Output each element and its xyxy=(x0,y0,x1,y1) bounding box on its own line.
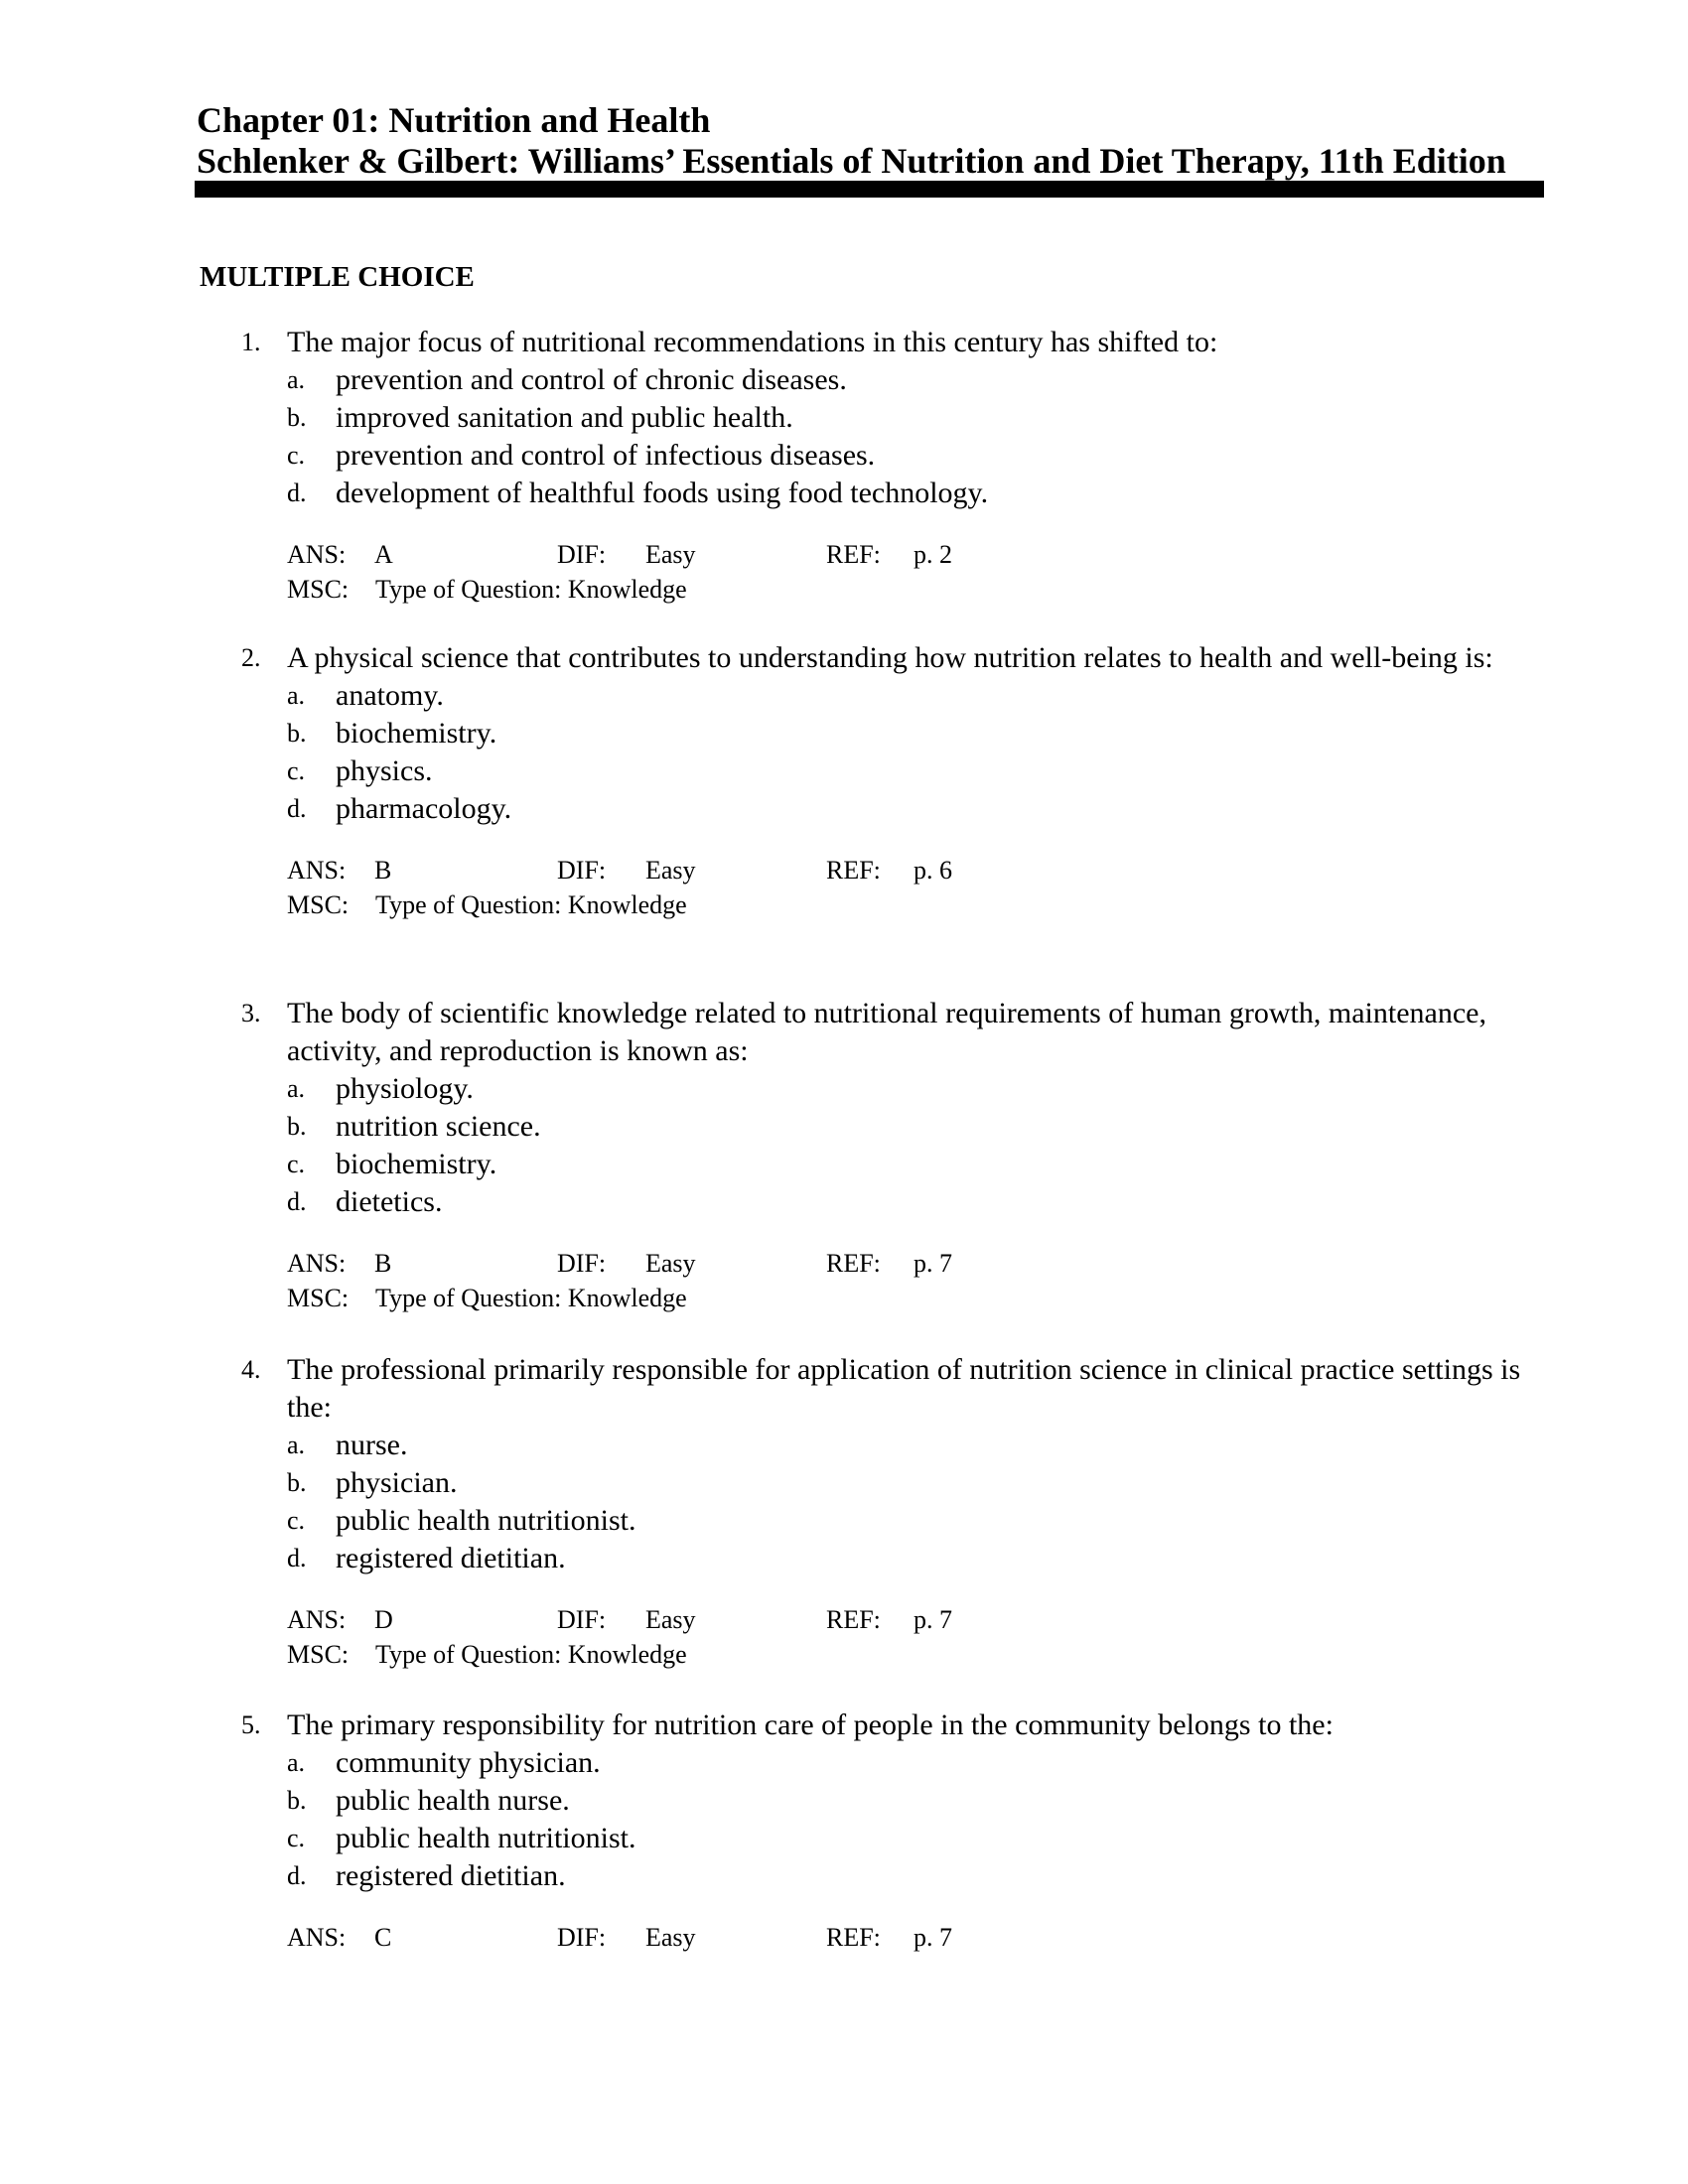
option-text: public health nurse. xyxy=(336,1784,570,1817)
answer-option-d xyxy=(287,1183,1688,1221)
answer-option-c xyxy=(287,1820,1688,1857)
question-number: 5. xyxy=(241,1710,261,1739)
dif-value: Easy xyxy=(645,1605,696,1634)
answer-option-c xyxy=(287,437,1688,475)
ans-value: B xyxy=(374,1249,392,1278)
option-text: development of healthful foods using food technology. xyxy=(336,477,989,509)
option-letter: a. xyxy=(287,1431,306,1459)
question-meta xyxy=(287,1920,1688,1955)
ref-value: p. 6 xyxy=(914,856,952,885)
msc-value: Type of Question: Knowledge xyxy=(375,1284,687,1312)
ans-value: B xyxy=(374,856,392,885)
option-text: physician. xyxy=(336,1466,458,1499)
option-text: registered dietitian. xyxy=(336,1859,566,1892)
option-text: nurse. xyxy=(336,1429,408,1461)
question-stem xyxy=(241,1351,1538,1427)
question-4 xyxy=(0,1351,1688,1672)
answer-options xyxy=(0,1427,1688,1577)
ref-value: p. 2 xyxy=(914,540,952,569)
answer-option-d xyxy=(287,1540,1688,1577)
dif-label: DIF: xyxy=(557,1249,607,1278)
answer-option-b xyxy=(287,715,1688,752)
question-meta xyxy=(287,1602,1688,1672)
option-letter: d. xyxy=(287,1187,307,1216)
dif-value: Easy xyxy=(645,540,696,569)
meta-row-answer xyxy=(287,853,1688,887)
option-text: public health nutritionist. xyxy=(336,1504,636,1537)
ans-value: C xyxy=(374,1923,392,1952)
question-3 xyxy=(0,995,1688,1315)
option-letter: d. xyxy=(287,1544,307,1572)
question-stem xyxy=(241,995,1538,1070)
answer-option-a xyxy=(287,677,1688,715)
question-text: The professional primarily responsible for application of nutrition science in clinical practice settings is the: xyxy=(287,1353,1521,1424)
dif-value: Easy xyxy=(645,1923,696,1952)
answer-option-b xyxy=(287,1782,1688,1820)
ref-label: REF: xyxy=(826,1249,881,1278)
question-stem xyxy=(241,1706,1538,1744)
msc-label: MSC: xyxy=(287,890,350,919)
answer-option-a xyxy=(287,1744,1688,1782)
option-letter: d. xyxy=(287,478,307,507)
option-letter: a. xyxy=(287,365,306,394)
option-text: registered dietitian. xyxy=(336,1542,566,1574)
dif-value: Easy xyxy=(645,856,696,885)
ref-label: REF: xyxy=(826,540,881,569)
ans-label: ANS: xyxy=(287,856,347,885)
question-stem xyxy=(241,324,1538,361)
option-text: dietetics. xyxy=(336,1185,443,1218)
question-5 xyxy=(0,1706,1688,1955)
ans-label: ANS: xyxy=(287,1249,347,1278)
answer-option-c xyxy=(287,1146,1688,1183)
meta-row-answer xyxy=(287,537,1688,572)
answer-option-c xyxy=(287,752,1688,790)
option-text: pharmacology. xyxy=(336,792,512,825)
option-text: public health nutritionist. xyxy=(336,1822,636,1854)
answer-option-c xyxy=(287,1502,1688,1540)
dif-label: DIF: xyxy=(557,856,607,885)
option-letter: b. xyxy=(287,1112,307,1141)
ans-value: D xyxy=(374,1605,393,1634)
answer-option-b xyxy=(287,399,1688,437)
option-letter: a. xyxy=(287,681,306,710)
option-letter: a. xyxy=(287,1748,306,1777)
option-text: biochemistry. xyxy=(336,1148,497,1180)
answer-options xyxy=(0,677,1688,828)
msc-value: Type of Question: Knowledge xyxy=(375,575,687,604)
ans-label: ANS: xyxy=(287,1605,347,1634)
option-text: anatomy. xyxy=(336,679,444,712)
ref-value: p. 7 xyxy=(914,1923,952,1952)
answer-options xyxy=(0,361,1688,512)
answer-option-d xyxy=(287,1857,1688,1895)
ref-label: REF: xyxy=(826,1605,881,1634)
msc-value: Type of Question: Knowledge xyxy=(375,1640,687,1669)
question-meta xyxy=(287,537,1688,607)
option-letter: c. xyxy=(287,1506,306,1535)
ans-value: A xyxy=(374,540,393,569)
ref-value: p. 7 xyxy=(914,1605,952,1634)
option-letter: a. xyxy=(287,1074,306,1103)
ref-label: REF: xyxy=(826,1923,881,1952)
option-text: nutrition science. xyxy=(336,1110,541,1143)
answer-option-a xyxy=(287,361,1688,399)
question-text: The major focus of nutritional recommendations in this century has shifted to: xyxy=(287,326,1218,358)
option-text: physics. xyxy=(336,754,433,787)
ref-label: REF: xyxy=(826,856,881,885)
question-stem xyxy=(241,639,1538,677)
meta-row-answer xyxy=(287,1246,1688,1281)
option-letter: d. xyxy=(287,794,307,823)
question-number: 1. xyxy=(241,328,261,356)
question-1 xyxy=(0,324,1688,607)
book-title: Schlenker & Gilbert: Williams’ Essentials of Nutrition and Diet Therapy, 11th Edition xyxy=(197,141,1506,181)
option-text: prevention and control of infectious diseases. xyxy=(336,439,876,472)
question-meta xyxy=(287,1246,1688,1315)
ref-value: p. 7 xyxy=(914,1249,952,1278)
dif-value: Easy xyxy=(645,1249,696,1278)
chapter-title: Chapter 01: Nutrition and Health xyxy=(197,100,711,140)
question-number: 4. xyxy=(241,1355,261,1384)
answer-option-d xyxy=(287,790,1688,828)
question-text: A physical science that contributes to understanding how nutrition relates to health and well-being is: xyxy=(287,641,1493,674)
question-text: The body of scientific knowledge related to nutritional requirements of human growth, maintenance, activity, and reproduction is known as: xyxy=(287,997,1486,1067)
dif-label: DIF: xyxy=(557,1605,607,1634)
option-letter: b. xyxy=(287,719,307,748)
meta-row-answer xyxy=(287,1920,1688,1955)
ans-label: ANS: xyxy=(287,540,347,569)
option-letter: c. xyxy=(287,441,306,470)
dif-label: DIF: xyxy=(557,540,607,569)
option-text: biochemistry. xyxy=(336,717,497,750)
header-rule-divider xyxy=(195,181,1544,198)
option-text: prevention and control of chronic diseases. xyxy=(336,363,847,396)
option-letter: d. xyxy=(287,1861,307,1890)
answer-option-d xyxy=(287,475,1688,512)
answer-option-a xyxy=(287,1070,1688,1108)
option-letter: b. xyxy=(287,403,307,432)
meta-row-msc xyxy=(287,572,1688,607)
answer-options xyxy=(0,1070,1688,1221)
meta-row-msc xyxy=(287,887,1688,922)
option-text: physiology. xyxy=(336,1072,474,1105)
option-letter: b. xyxy=(287,1468,307,1497)
option-letter: c. xyxy=(287,1824,306,1852)
msc-label: MSC: xyxy=(287,1640,350,1669)
option-text: community physician. xyxy=(336,1746,601,1779)
answer-options xyxy=(0,1744,1688,1895)
option-letter: b. xyxy=(287,1786,307,1815)
answer-option-b xyxy=(287,1108,1688,1146)
question-2 xyxy=(0,639,1688,922)
question-text: The primary responsibility for nutrition care of people in the community belongs to the: xyxy=(287,1708,1334,1741)
question-meta xyxy=(287,853,1688,922)
meta-row-msc xyxy=(287,1281,1688,1315)
msc-value: Type of Question: Knowledge xyxy=(375,890,687,919)
question-number: 2. xyxy=(241,643,261,672)
option-letter: c. xyxy=(287,756,306,785)
msc-label: MSC: xyxy=(287,1284,350,1312)
answer-option-b xyxy=(287,1464,1688,1502)
question-number: 3. xyxy=(241,999,261,1027)
meta-row-msc xyxy=(287,1637,1688,1672)
msc-label: MSC: xyxy=(287,575,350,604)
option-letter: c. xyxy=(287,1150,306,1178)
dif-label: DIF: xyxy=(557,1923,607,1952)
ans-label: ANS: xyxy=(287,1923,347,1952)
section-heading: MULTIPLE CHOICE xyxy=(200,261,475,293)
meta-row-answer xyxy=(287,1602,1688,1637)
answer-option-a xyxy=(287,1427,1688,1464)
option-text: improved sanitation and public health. xyxy=(336,401,793,434)
